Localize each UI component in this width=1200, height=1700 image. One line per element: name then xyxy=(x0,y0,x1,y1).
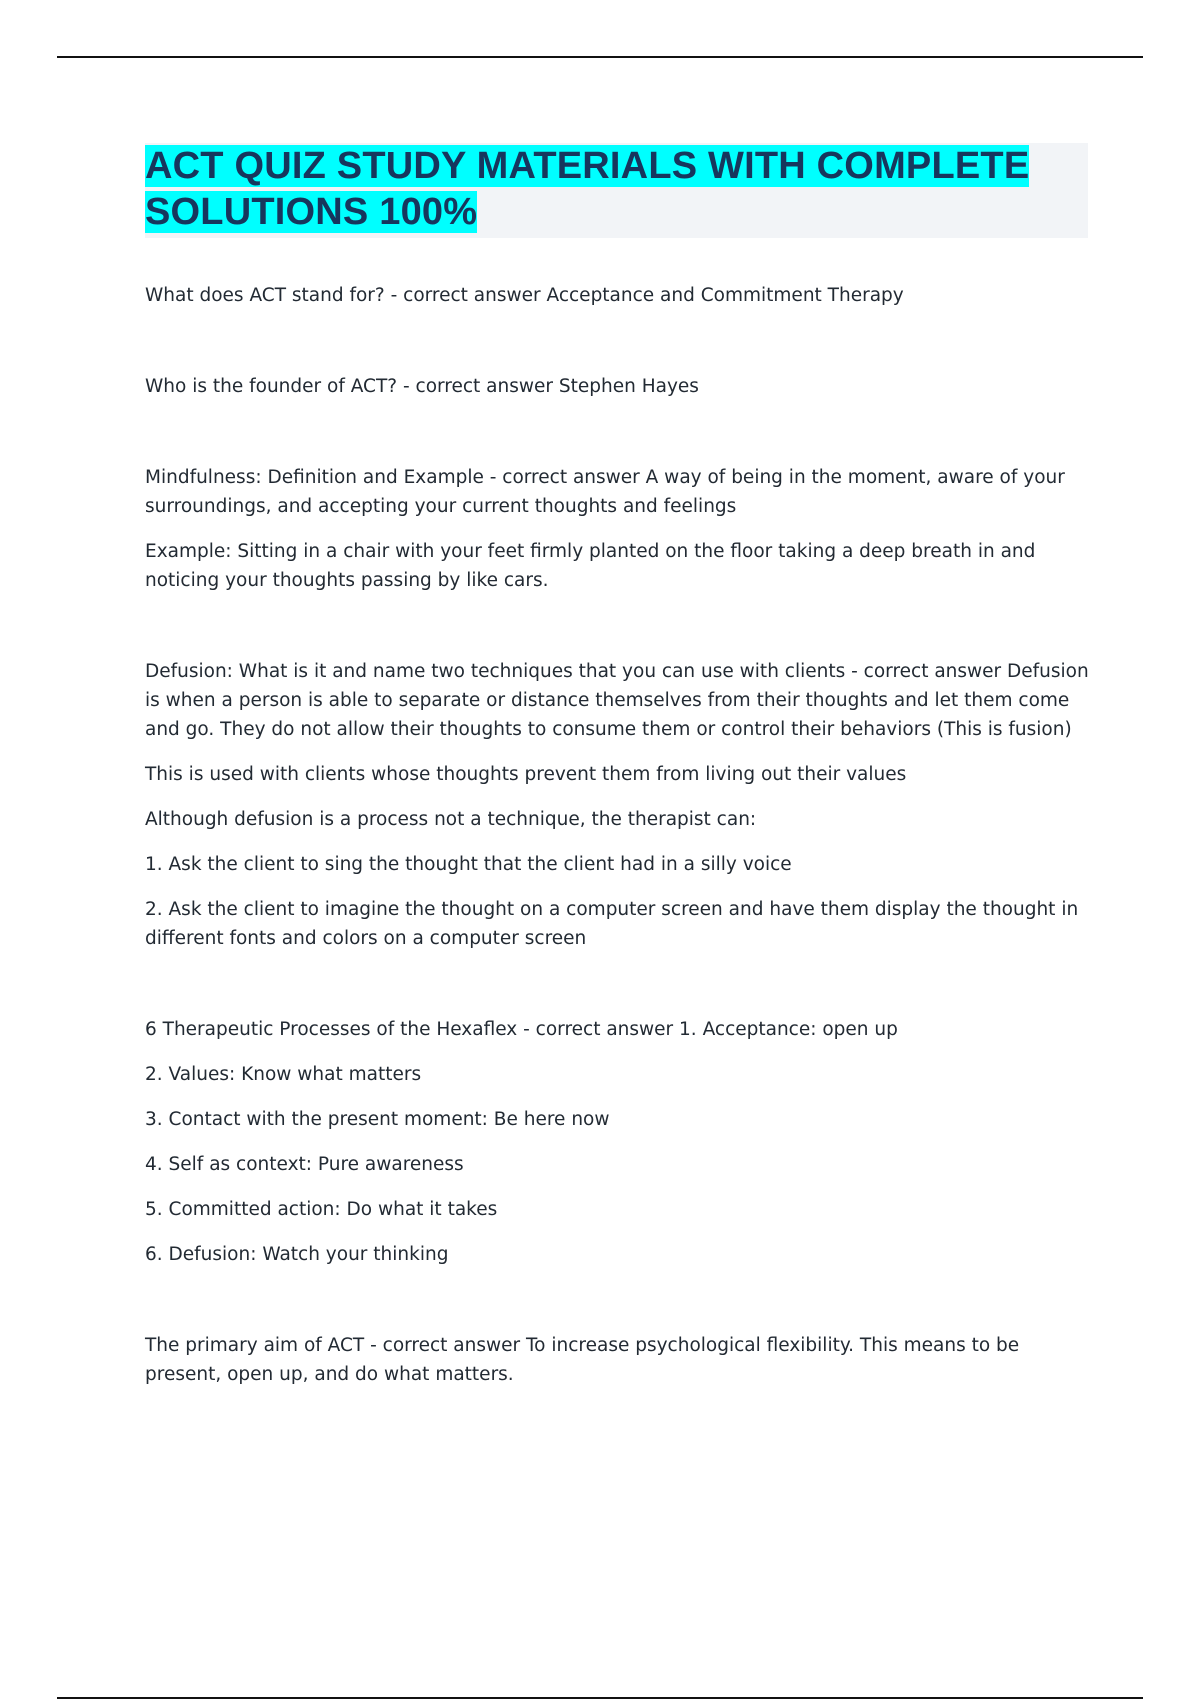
qa-line: The primary aim of ACT - correct answer To increase psychological flexibility. This means to be present, open up, and do what matters. xyxy=(145,1335,1020,1385)
qa-line: 6. Defusion: Watch your thinking xyxy=(145,1244,449,1265)
qa-line: 2. Values: Know what matters xyxy=(145,1064,422,1085)
title-highlight: ACT QUIZ STUDY MATERIALS WITH COMPLETE SOLUTIONS 100% xyxy=(145,145,1030,233)
qa-line: Example: Sitting in a chair with your feet firmly planted on the floor taking a deep breath in and noticing your thoughts passing by like cars. xyxy=(145,541,1036,591)
qa-line: Who is the founder of ACT? - correct answer Stephen Hayes xyxy=(145,376,699,397)
qa-item-founder xyxy=(145,372,1095,401)
qa-line: 2. Ask the client to imagine the thought on a computer screen and have them display the thought in different fonts and colors on a computer screen xyxy=(145,899,1079,949)
qa-line: Defusion: What is it and name two techniques that you can use with clients - correct answer Defusion is when a person is able to separate or distance themselves from their thoughts and let them come and go. They do not allow their thoughts to consume them or control their behaviors (This is fusion) xyxy=(145,661,1089,740)
qa-item-mindfulness xyxy=(145,463,1095,595)
title-block xyxy=(145,143,1088,238)
qa-item-hexaflex xyxy=(145,1015,1095,1269)
top-rule xyxy=(57,56,1143,58)
qa-line: This is used with clients whose thoughts prevent them from living out their values xyxy=(145,764,907,785)
qa-line: 3. Contact with the present moment: Be here now xyxy=(145,1109,610,1130)
qa-line: Although defusion is a process not a technique, the therapist can: xyxy=(145,809,757,830)
qa-line: 6 Therapeutic Processes of the Hexaflex - correct answer 1. Acceptance: open up xyxy=(145,1019,898,1040)
qa-line: What does ACT stand for? - correct answer Acceptance and Commitment Therapy xyxy=(145,285,904,306)
qa-item-primary-aim xyxy=(145,1331,1095,1389)
bottom-rule xyxy=(57,1697,1143,1699)
document-title xyxy=(145,143,1088,235)
qa-line: 1. Ask the client to sing the thought that the client had in a silly voice xyxy=(145,854,792,875)
qa-item-act-meaning xyxy=(145,281,1095,310)
document-body xyxy=(145,281,1095,1451)
qa-line: 5. Committed action: Do what it takes xyxy=(145,1199,498,1220)
qa-line: Mindfulness: Definition and Example - correct answer A way of being in the moment, aware of your surroundings, and accepting your current thoughts and feelings xyxy=(145,467,1065,517)
qa-item-defusion xyxy=(145,657,1095,953)
qa-line: 4. Self as context: Pure awareness xyxy=(145,1154,464,1175)
